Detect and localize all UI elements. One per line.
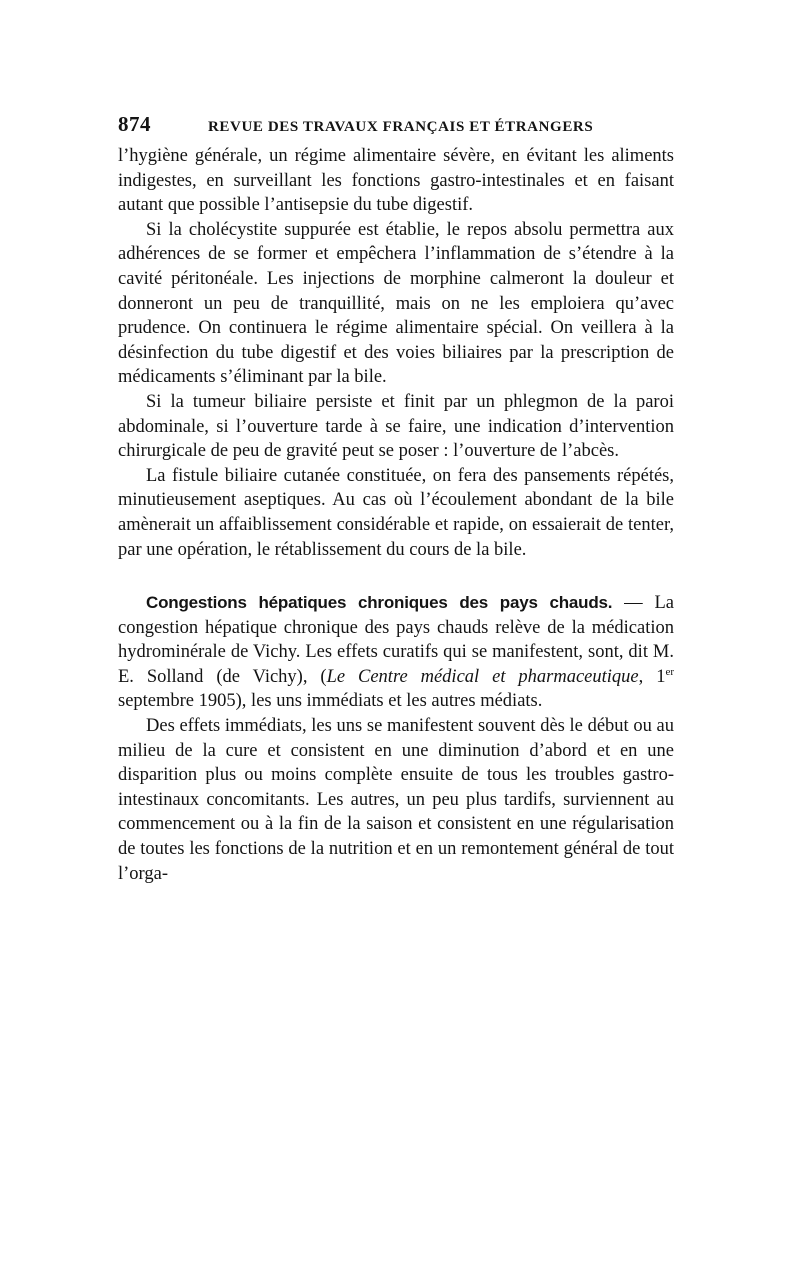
paragraph-continued: l’hygiène générale, un régime alimentaire sévère, en évitant les aliments indigestes, en surveillant les fonctions gastro-intestinales et en faisant autant que possible l’antisepsie du tube digestif. bbox=[118, 146, 674, 216]
paragraph-cholecystite: Si la cholécystite suppurée est établie, le repos absolu permettra aux adhérences de se former et empêchera l’inflammation de s’étendre à la cavité péritonéale. Les injections de morphine calmeront la douleur et donneront un peu de tranquillité, mais on ne les emploiera qu’avec prudence. On continuera le régime alimentaire spécial. On veillera à la désinfection du tube digestif et des voies biliaires par la prescription de médicaments s’éliminant par la bile. bbox=[118, 219, 674, 388]
page-number: 874 bbox=[118, 112, 151, 136]
document-page bbox=[118, 112, 674, 886]
section-paragraph-congestions bbox=[118, 591, 674, 714]
journal-title: REVUE DES TRAVAUX FRANÇAIS ET ÉTRANGERS bbox=[208, 119, 594, 135]
paragraph-fistule-biliaire: La fistule biliaire cutanée constituée, on fera des pansements répétés, minutieusement aseptiques. Au cas où l’écoulement abondant de la bile amènerait un affaiblissement considérable et rapide, on essaierait de tenter, par une opération, le rétablissement du cours de la bile. bbox=[118, 465, 674, 560]
citation-title: Le Centre médical et pharmaceutique bbox=[326, 666, 639, 687]
heading-dash: — bbox=[612, 593, 655, 614]
citation-superscript: er bbox=[665, 665, 675, 678]
paragraph-effets-immediats: Des effets immédiats, les uns se manifestent souvent dès le début ou au milieu de la cure et consistent en une diminution d’abord et en une disparition plus ou moins complète ensuite de tous les troubles gastro-intestinaux concomitants. Les autres, un peu plus tardifs, surviennent au commencement ou à la fin de la saison et consistent en une régularisation de toutes les fonctions de la nutrition et en un remontement général de tout l’orga- bbox=[118, 716, 674, 884]
section-spacer bbox=[118, 562, 674, 591]
section-intro-text: La congestion hépatique chronique des pays chauds relève de la médication hydrominérale de Vichy. Les effets curatifs qui se manifestent, sont, dit M. E. Solland (de Vichy), ( bbox=[118, 593, 674, 687]
citation-comma: , 1 bbox=[638, 666, 666, 687]
running-head bbox=[118, 112, 674, 142]
section-heading: Congestions hépatiques chroniques des pays chauds. bbox=[146, 593, 613, 613]
paragraph-tumeur-biliaire: Si la tumeur biliaire persiste et finit par un phlegmon de la paroi abdominale, si l’ouverture tarde à se faire, une indication d’intervention chirurgicale de peu de gravité peut se poser : l’ouverture de l’abcès. bbox=[118, 391, 674, 462]
citation-rest: septembre 1905), les uns immédiats et les autres médiats. bbox=[118, 691, 543, 712]
